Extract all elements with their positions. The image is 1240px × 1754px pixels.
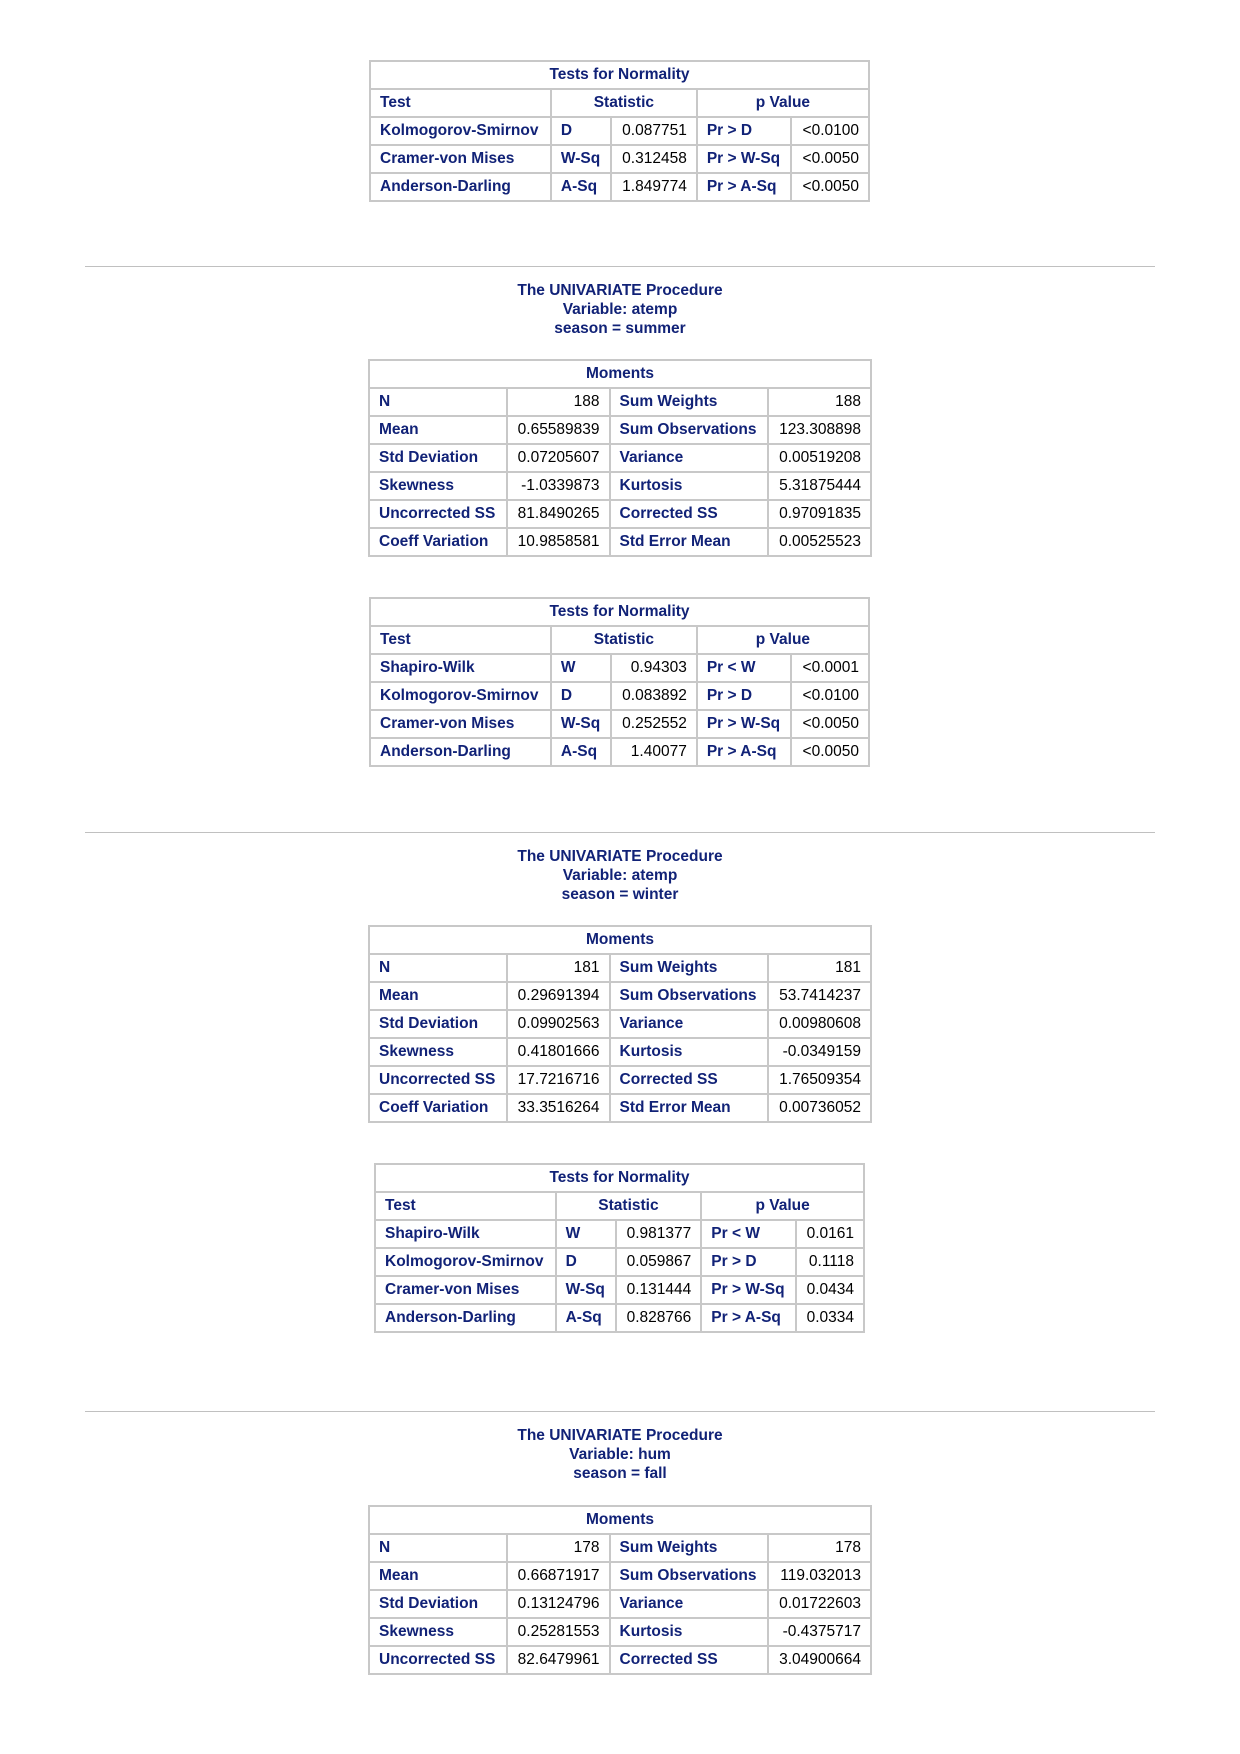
p-value: 0.1118 bbox=[796, 1248, 864, 1276]
stat-value: 0.41801666 bbox=[507, 1038, 610, 1066]
stat-label: Variance bbox=[610, 1010, 769, 1038]
title-line: season = summer bbox=[554, 320, 686, 337]
stat-value: 5.31875444 bbox=[768, 472, 871, 500]
test-name: Kolmogorov-Smirnov bbox=[375, 1248, 556, 1276]
stat-label: W bbox=[551, 654, 611, 682]
table-row bbox=[369, 1010, 871, 1038]
p-label: Pr > A-Sq bbox=[701, 1304, 795, 1332]
table-row bbox=[369, 982, 871, 1010]
stat-label: Corrected SS bbox=[610, 1646, 769, 1674]
stat-value: 10.9858581 bbox=[507, 528, 610, 556]
col-header-test: Test bbox=[370, 626, 551, 654]
stat-label: Variance bbox=[610, 1590, 769, 1618]
table-row bbox=[375, 1248, 864, 1276]
normality-table-1 bbox=[369, 60, 870, 202]
normality-table-winter bbox=[374, 1163, 865, 1333]
table-row bbox=[375, 1276, 864, 1304]
stat-label: N bbox=[369, 1534, 507, 1562]
table-row bbox=[369, 388, 871, 416]
stat-label: Skewness bbox=[369, 472, 507, 500]
stat-value: 0.312458 bbox=[611, 145, 697, 173]
test-name: Anderson-Darling bbox=[370, 738, 551, 766]
stat-value: 0.00980608 bbox=[768, 1010, 871, 1038]
table-row bbox=[370, 710, 869, 738]
stat-value: 53.7414237 bbox=[768, 982, 871, 1010]
stat-value: 0.059867 bbox=[616, 1248, 702, 1276]
stat-value: 0.09902563 bbox=[507, 1010, 610, 1038]
stat-value: 188 bbox=[768, 388, 871, 416]
p-label: Pr < W bbox=[701, 1220, 795, 1248]
title-line: season = fall bbox=[573, 1465, 667, 1482]
stat-value: 0.94303 bbox=[611, 654, 697, 682]
stat-value: 0.13124796 bbox=[507, 1590, 610, 1618]
col-header-pvalue: p Value bbox=[701, 1192, 864, 1220]
stat-label: Uncorrected SS bbox=[369, 1646, 507, 1674]
stat-label: Mean bbox=[369, 416, 507, 444]
table-row bbox=[369, 444, 871, 472]
title-line: Variable: atemp bbox=[562, 301, 678, 318]
col-header-pvalue: p Value bbox=[697, 626, 869, 654]
stat-value: 0.00736052 bbox=[768, 1094, 871, 1122]
stat-value: 178 bbox=[768, 1534, 871, 1562]
stat-value: 0.66871917 bbox=[507, 1562, 610, 1590]
stat-label: A-Sq bbox=[551, 738, 611, 766]
stat-label: Sum Weights bbox=[610, 388, 769, 416]
stat-label: Corrected SS bbox=[610, 1066, 769, 1094]
table-row bbox=[370, 117, 869, 145]
stat-label: Kurtosis bbox=[610, 472, 769, 500]
stat-label: Std Deviation bbox=[369, 444, 507, 472]
stat-value: 81.8490265 bbox=[507, 500, 610, 528]
stat-value: 181 bbox=[768, 954, 871, 982]
p-value: <0.0050 bbox=[791, 173, 869, 201]
p-value: <0.0001 bbox=[791, 654, 869, 682]
title-line: The UNIVARIATE Procedure bbox=[517, 282, 723, 299]
table-row bbox=[369, 472, 871, 500]
test-name: Shapiro-Wilk bbox=[375, 1220, 556, 1248]
section-divider bbox=[85, 1411, 1155, 1412]
stat-label: Sum Observations bbox=[610, 416, 769, 444]
table-row bbox=[369, 1618, 871, 1646]
stat-label: Skewness bbox=[369, 1618, 507, 1646]
stat-label: A-Sq bbox=[551, 173, 611, 201]
stat-label: Mean bbox=[369, 982, 507, 1010]
p-value: <0.0050 bbox=[791, 738, 869, 766]
procedure-title bbox=[0, 281, 1240, 338]
stat-value: 0.087751 bbox=[611, 117, 697, 145]
normality-table-summer bbox=[369, 597, 870, 767]
stat-value: 178 bbox=[507, 1534, 610, 1562]
stat-label: Corrected SS bbox=[610, 500, 769, 528]
stat-label: Sum Observations bbox=[610, 1562, 769, 1590]
table-row bbox=[369, 1066, 871, 1094]
test-name: Cramer-von Mises bbox=[370, 710, 551, 738]
col-header-statistic: Statistic bbox=[551, 626, 697, 654]
title-line: season = winter bbox=[561, 886, 679, 903]
stat-label: D bbox=[551, 682, 611, 710]
table-row bbox=[369, 1590, 871, 1618]
title-line: The UNIVARIATE Procedure bbox=[517, 1427, 723, 1444]
p-value: <0.0050 bbox=[791, 710, 869, 738]
test-name: Cramer-von Mises bbox=[375, 1276, 556, 1304]
stat-label: Std Deviation bbox=[369, 1590, 507, 1618]
table-row bbox=[369, 500, 871, 528]
stat-label: Uncorrected SS bbox=[369, 500, 507, 528]
p-value: 0.0334 bbox=[796, 1304, 864, 1332]
table-caption: Tests for Normality bbox=[370, 598, 869, 626]
stat-label: Sum Weights bbox=[610, 1534, 769, 1562]
stat-label: D bbox=[556, 1248, 616, 1276]
stat-label: W-Sq bbox=[551, 710, 611, 738]
test-name: Kolmogorov-Smirnov bbox=[370, 117, 551, 145]
p-value: <0.0100 bbox=[791, 117, 869, 145]
col-header-statistic: Statistic bbox=[551, 89, 697, 117]
p-value: 0.0161 bbox=[796, 1220, 864, 1248]
stat-label: Coeff Variation bbox=[369, 1094, 507, 1122]
p-label: Pr < W bbox=[697, 654, 792, 682]
stat-label: Kurtosis bbox=[610, 1618, 769, 1646]
table-row bbox=[375, 1220, 864, 1248]
table-caption: Tests for Normality bbox=[370, 61, 869, 89]
stat-value: 181 bbox=[507, 954, 610, 982]
table-caption: Tests for Normality bbox=[375, 1164, 864, 1192]
stat-value: 123.308898 bbox=[768, 416, 871, 444]
test-name: Kolmogorov-Smirnov bbox=[370, 682, 551, 710]
stat-value: 0.828766 bbox=[616, 1304, 702, 1332]
stat-value: 0.07205607 bbox=[507, 444, 610, 472]
stat-label: Kurtosis bbox=[610, 1038, 769, 1066]
table-caption: Moments bbox=[369, 360, 871, 388]
stat-value: -0.0349159 bbox=[768, 1038, 871, 1066]
moments-table-winter bbox=[368, 925, 872, 1123]
col-header-pvalue: p Value bbox=[697, 89, 869, 117]
stat-value: 1.40077 bbox=[611, 738, 697, 766]
procedure-title bbox=[0, 1426, 1240, 1483]
stat-label: Variance bbox=[610, 444, 769, 472]
stat-label: Std Error Mean bbox=[610, 1094, 769, 1122]
p-value: <0.0050 bbox=[791, 145, 869, 173]
title-line: The UNIVARIATE Procedure bbox=[517, 848, 723, 865]
stat-value: 0.25281553 bbox=[507, 1618, 610, 1646]
stat-label: A-Sq bbox=[556, 1304, 616, 1332]
stat-label: Std Deviation bbox=[369, 1010, 507, 1038]
stat-value: 1.76509354 bbox=[768, 1066, 871, 1094]
p-value: <0.0100 bbox=[791, 682, 869, 710]
stat-label: W-Sq bbox=[556, 1276, 616, 1304]
stat-label: W-Sq bbox=[551, 145, 611, 173]
stat-value: 33.3516264 bbox=[507, 1094, 610, 1122]
stat-value: 0.083892 bbox=[611, 682, 697, 710]
p-label: Pr > W-Sq bbox=[697, 145, 792, 173]
stat-label: Coeff Variation bbox=[369, 528, 507, 556]
table-row bbox=[369, 1562, 871, 1590]
stat-value: 1.849774 bbox=[611, 173, 697, 201]
stat-label: Mean bbox=[369, 1562, 507, 1590]
stat-value: -0.4375717 bbox=[768, 1618, 871, 1646]
stat-value: -1.0339873 bbox=[507, 472, 610, 500]
procedure-title bbox=[0, 847, 1240, 904]
stat-label: Sum Weights bbox=[610, 954, 769, 982]
table-row bbox=[369, 416, 871, 444]
table-row bbox=[369, 1646, 871, 1674]
stat-value: 0.981377 bbox=[616, 1220, 702, 1248]
table-row bbox=[370, 145, 869, 173]
test-name: Anderson-Darling bbox=[370, 173, 551, 201]
stat-label: N bbox=[369, 388, 507, 416]
table-row bbox=[369, 528, 871, 556]
table-row bbox=[370, 682, 869, 710]
stat-value: 0.00519208 bbox=[768, 444, 871, 472]
stat-value: 17.7216716 bbox=[507, 1066, 610, 1094]
section-divider bbox=[85, 266, 1155, 267]
table-row bbox=[370, 738, 869, 766]
stat-value: 188 bbox=[507, 388, 610, 416]
p-label: Pr > W-Sq bbox=[697, 710, 792, 738]
table-row bbox=[369, 1534, 871, 1562]
stat-label: Sum Observations bbox=[610, 982, 769, 1010]
stat-value: 0.29691394 bbox=[507, 982, 610, 1010]
stat-label: N bbox=[369, 954, 507, 982]
stat-value: 0.131444 bbox=[616, 1276, 702, 1304]
test-name: Shapiro-Wilk bbox=[370, 654, 551, 682]
test-name: Anderson-Darling bbox=[375, 1304, 556, 1332]
table-caption: Moments bbox=[369, 1506, 871, 1534]
table-row bbox=[370, 654, 869, 682]
p-label: Pr > A-Sq bbox=[697, 738, 792, 766]
title-line: Variable: hum bbox=[569, 1446, 671, 1463]
stat-value: 0.97091835 bbox=[768, 500, 871, 528]
stat-label: D bbox=[551, 117, 611, 145]
table-row bbox=[370, 173, 869, 201]
table-row bbox=[369, 954, 871, 982]
col-header-test: Test bbox=[370, 89, 551, 117]
col-header-test: Test bbox=[375, 1192, 556, 1220]
stat-value: 82.6479961 bbox=[507, 1646, 610, 1674]
section-divider bbox=[85, 832, 1155, 833]
title-line: Variable: atemp bbox=[562, 867, 678, 884]
p-label: Pr > A-Sq bbox=[697, 173, 792, 201]
p-label: Pr > D bbox=[697, 682, 792, 710]
p-label: Pr > D bbox=[701, 1248, 795, 1276]
p-value: 0.0434 bbox=[796, 1276, 864, 1304]
stat-value: 0.65589839 bbox=[507, 416, 610, 444]
moments-table-summer bbox=[368, 359, 872, 557]
table-row bbox=[369, 1094, 871, 1122]
stat-label: Std Error Mean bbox=[610, 528, 769, 556]
p-label: Pr > D bbox=[697, 117, 792, 145]
test-name: Cramer-von Mises bbox=[370, 145, 551, 173]
stat-value: 3.04900664 bbox=[768, 1646, 871, 1674]
stat-value: 119.032013 bbox=[768, 1562, 871, 1590]
stat-label: Uncorrected SS bbox=[369, 1066, 507, 1094]
col-header-statistic: Statistic bbox=[556, 1192, 702, 1220]
table-caption: Moments bbox=[369, 926, 871, 954]
table-row bbox=[375, 1304, 864, 1332]
stat-value: 0.00525523 bbox=[768, 528, 871, 556]
moments-table-fall bbox=[368, 1505, 872, 1675]
table-row bbox=[369, 1038, 871, 1066]
stat-value: 0.252552 bbox=[611, 710, 697, 738]
stat-value: 0.01722603 bbox=[768, 1590, 871, 1618]
stat-label: Skewness bbox=[369, 1038, 507, 1066]
stat-label: W bbox=[556, 1220, 616, 1248]
p-label: Pr > W-Sq bbox=[701, 1276, 795, 1304]
